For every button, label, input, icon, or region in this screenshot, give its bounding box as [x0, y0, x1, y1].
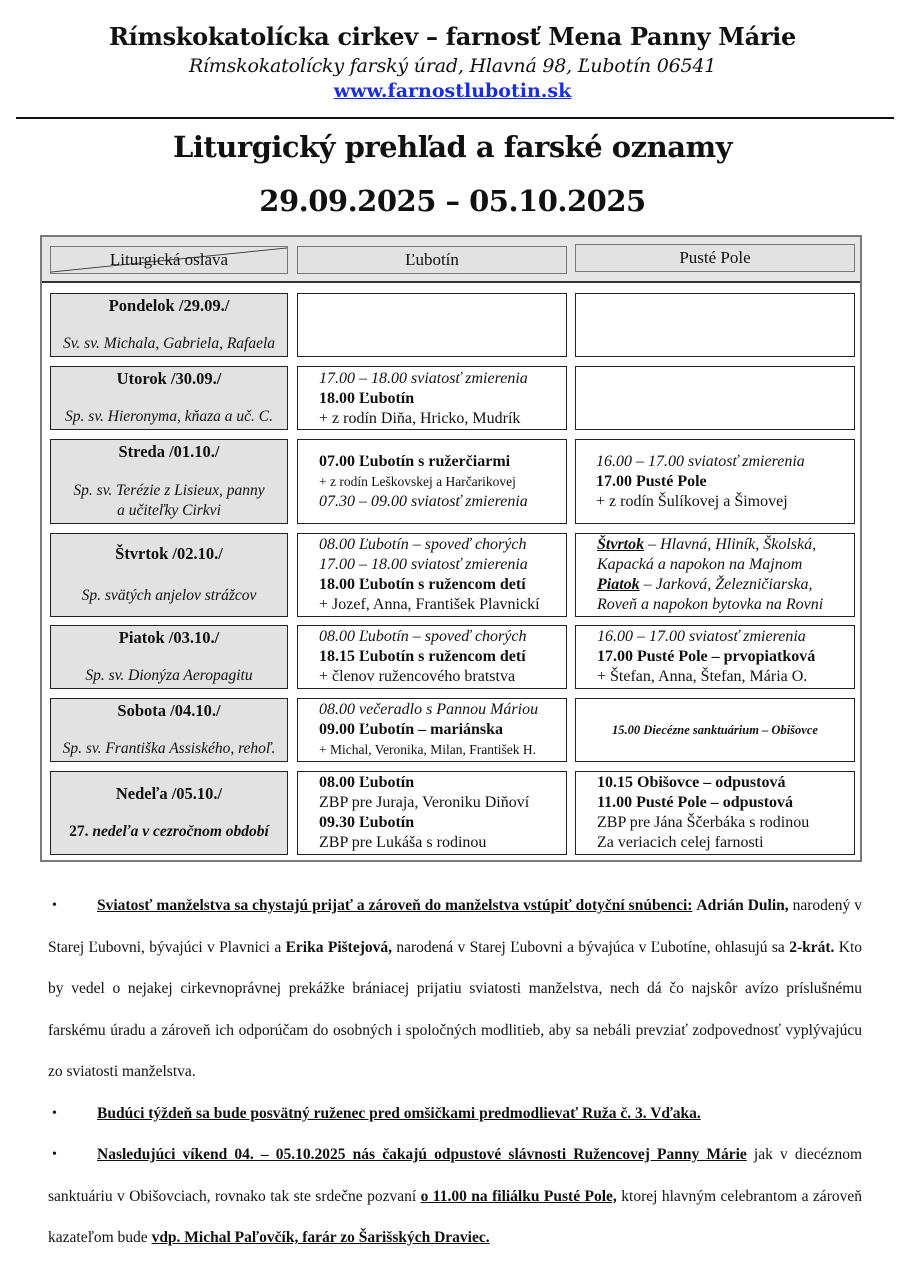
feast-number: 27.: [69, 823, 93, 840]
service-line: + Štefan, Anna, Štefan, Mária O.: [597, 668, 808, 685]
day-name: Štvrtok /02.10./: [115, 544, 223, 563]
day-name: Pondelok /29.09./: [108, 296, 230, 315]
announcement-lead: Budúci týždeň sa bude posvätný ruženec pred omšičkami predmodlievať Ruža č. 3. Vďaka.: [97, 1104, 701, 1122]
service-line: + z rodín Šulíkovej a Šimovej: [596, 493, 788, 510]
announcement-body: jak v diecéznom sanktuáriu v Obišovciach, rovnako tak ste srdečne pozvaní: [48, 1146, 862, 1205]
parish-address: Rímskokatolícky farský úrad, Hlavná 98, Ľubotín 06541: [188, 55, 717, 77]
bullet-icon: •: [52, 898, 57, 913]
bullet-icon: •: [52, 1147, 57, 1162]
lubotin-cell: [297, 698, 567, 762]
feast-name: Sp. sv. Františka Assiského, rehoľ.: [62, 740, 276, 757]
announcement-lead: Sviatosť manželstva sa chystajú prijať a zároveň do manželstva vstúpiť dotyční snúbenci:: [97, 897, 693, 914]
announcement-body: ktorej hlavným celebrantom a zároveň kazateľom bude: [48, 1187, 862, 1246]
service-line: + z rodín Diňa, Hricko, Mudrík: [319, 410, 521, 427]
day-cell: [50, 533, 288, 617]
service-line: 08.00 Ľubotín – spoveď chorých: [319, 628, 527, 645]
announcement-body: narodený v Starej Ľubovni, bývajúci v Plavnici a: [48, 897, 863, 956]
bullet-icon: •: [52, 1105, 57, 1121]
announcement-text: [48, 1093, 862, 1135]
day-name: Utorok /30.09./: [116, 369, 222, 388]
service-line: 18.00 Ľubotín s ružencom detí: [319, 576, 526, 593]
puste-pole-cell: [575, 698, 855, 762]
announcement-emphasis: o 11.00 na filiálku Pusté Pole,: [420, 1187, 617, 1205]
service-line: 08.00 Ľubotín – spoveď chorých: [319, 536, 527, 553]
feast-name: Sv. sv. Michala, Gabriela, Rafaela: [62, 335, 276, 352]
service-line: 08.00 večeradlo s Pannou Máriou: [319, 701, 539, 718]
puste-pole-cell: [575, 439, 855, 524]
visit-day-label: Štvrtok: [597, 536, 645, 553]
puste-pole-cell: [575, 771, 855, 855]
page-title: Liturgický prehľad a farské oznamy: [172, 130, 733, 164]
announcement-text: [48, 1134, 862, 1259]
puste-pole-cell: [575, 293, 855, 357]
service-line: + členov ružencového bratstva: [319, 668, 516, 685]
schedule-table: [40, 235, 862, 862]
service-line: ZBP pre Juraja, Veroniku Diňoví: [319, 794, 530, 811]
service-line: 16.00 – 17.00 sviatosť zmierenia: [596, 453, 805, 470]
service-line: 10.15 Obišovce – odpustová: [597, 774, 786, 791]
visit-streets: – Jarková, Železničiarska,: [639, 576, 813, 593]
feast-name: Sp. svätých anjelov strážcov: [81, 587, 257, 604]
announcement-text: [48, 885, 862, 1093]
service-line: 07.00 Ľubotín s ružerčiarmi: [319, 453, 511, 470]
bride-name: Erika Pištejová,: [285, 938, 392, 956]
lubotin-cell: [297, 533, 567, 617]
visit-line: [597, 595, 854, 615]
day-cell: [50, 698, 288, 762]
service-line: 18.15 Ľubotín s ružencom detí: [319, 648, 526, 665]
feast-name: Sp. sv. Hieronyma, kňaza a uč. C.: [65, 408, 273, 425]
banns-count: 2-krát.: [789, 938, 835, 956]
feast-line: a učiteľky Cirkvi: [117, 502, 221, 519]
visit-day-label: Piatok: [597, 576, 640, 593]
puste-pole-cell: [575, 366, 855, 430]
groom-name: Adrián Dulin,: [696, 897, 789, 914]
service-line: 09.00 Ľubotín – mariánska: [319, 721, 504, 738]
visit-line: [597, 575, 854, 595]
service-line: 09.30 Ľubotín: [319, 814, 415, 831]
service-line: 08.00 Ľubotín: [319, 774, 415, 791]
service-line: 07.30 – 09.00 sviatosť zmierenia: [319, 493, 528, 510]
feast-line: Sp. sv. Terézie z Lisieux, panny: [73, 482, 265, 499]
column-header-lubotin: Ľubotín: [297, 246, 567, 274]
website-line: [0, 80, 905, 102]
service-line: 17.00 Pusté Pole – prvopiatková: [597, 648, 816, 665]
day-cell: [50, 439, 288, 524]
day-name: Nedeľa /05.10./: [115, 784, 223, 803]
service-line: 17.00 – 18.00 sviatosť zmierenia: [319, 370, 528, 387]
announcement-body: narodená v Starej Ľubovni a bývajúca v Ľubotíne, ohlasujú sa: [392, 938, 790, 956]
service-line: 11.00 Pusté Pole – odpustová: [597, 794, 794, 811]
visit-line: [597, 555, 854, 575]
announcement-emphasis: vdp. Michal Paľovčík, farár zo Šarišských Draviec.: [151, 1229, 490, 1246]
website-link[interactable]: www.farnostlubotin.sk: [333, 80, 572, 102]
table-header: [42, 237, 860, 283]
feast-name: [51, 481, 287, 521]
announcement-item: [48, 885, 862, 1093]
day-cell: [50, 625, 288, 689]
visit-line: [597, 535, 854, 555]
lubotin-cell: [297, 771, 567, 855]
service-line: + z rodín Leškovskej a Harčarikovej: [319, 474, 516, 489]
announcements: [48, 885, 862, 1259]
day-name: Streda /01.10./: [118, 442, 220, 461]
day-name: Sobota /04.10./: [117, 701, 221, 720]
announcement-lead: Nasledujúci víkend 04. – 05.10.2025 nás čakajú odpustové slávnosti Ružencovej Panny Márie: [97, 1146, 747, 1163]
date-range: 29.09.2025 – 05.10.2025: [259, 184, 646, 218]
column-header-liturgy: [50, 246, 288, 274]
lubotin-cell: [297, 439, 567, 524]
puste-pole-cell: [575, 625, 855, 689]
service-line: ZBP pre Jána Ščerbáka s rodinou: [597, 814, 810, 831]
pilgrimage-note: 15.00 Diecézne sanktuárium – Obišovce: [612, 723, 818, 737]
column-header-liturgy-label: Liturgická oslava: [109, 250, 229, 269]
service-line: 17.00 Pusté Pole: [596, 473, 707, 490]
announcement-item: [48, 1093, 862, 1135]
service-line: Za veriacich celej farnosti: [597, 834, 764, 851]
service-line: + Michal, Veronika, Milan, František H.: [319, 742, 536, 757]
feast-text: nedeľa v cezročnom období: [92, 823, 269, 840]
service-line: 17.00 – 18.00 sviatosť zmierenia: [319, 556, 528, 573]
column-header-puste-pole: Pusté Pole: [575, 244, 855, 272]
day-cell: [50, 293, 288, 357]
header-divider: [16, 117, 894, 119]
organization-name: Rímskokatolícka cirkev – farnosť Mena Panny Márie: [109, 22, 796, 51]
service-line: 16.00 – 17.00 sviatosť zmierenia: [597, 628, 806, 645]
service-line: 18.00 Ľubotín: [319, 390, 415, 407]
feast-name: Sp. sv. Dionýza Aeropagitu: [85, 667, 253, 684]
day-cell: [50, 366, 288, 430]
visit-streets: Kapacká a napokon na Majnom: [597, 556, 803, 573]
lubotin-cell: [297, 293, 567, 357]
service-line: + Jozef, Anna, František Plavnickí: [319, 596, 540, 613]
service-line: ZBP pre Lukáša s rodinou: [319, 834, 487, 851]
feast-name: [51, 822, 287, 842]
day-cell: [50, 771, 288, 855]
puste-pole-cell: [575, 533, 855, 617]
visit-streets: Roveň a napokon bytovka na Rovni: [597, 596, 824, 613]
lubotin-cell: [297, 625, 567, 689]
announcement-item: [48, 1134, 862, 1259]
day-name: Piatok /03.10./: [118, 628, 220, 647]
visit-streets: – Hlavná, Hliník, Školská,: [644, 536, 817, 553]
announcement-body: Kto by vedel o nejakej cirkevnoprávnej prekážke brániacej prijatiu sviatosti manželstva, nech dá čo najskôr avízo príslušnému farskému úradu a zároveň ich odporúčam do osobných i spoločných modlitieb, aby sa nebáli prevziať zodpovednosť vyplývajúcu zo sviatosti manželstva.: [48, 938, 863, 1080]
lubotin-cell: [297, 366, 567, 430]
